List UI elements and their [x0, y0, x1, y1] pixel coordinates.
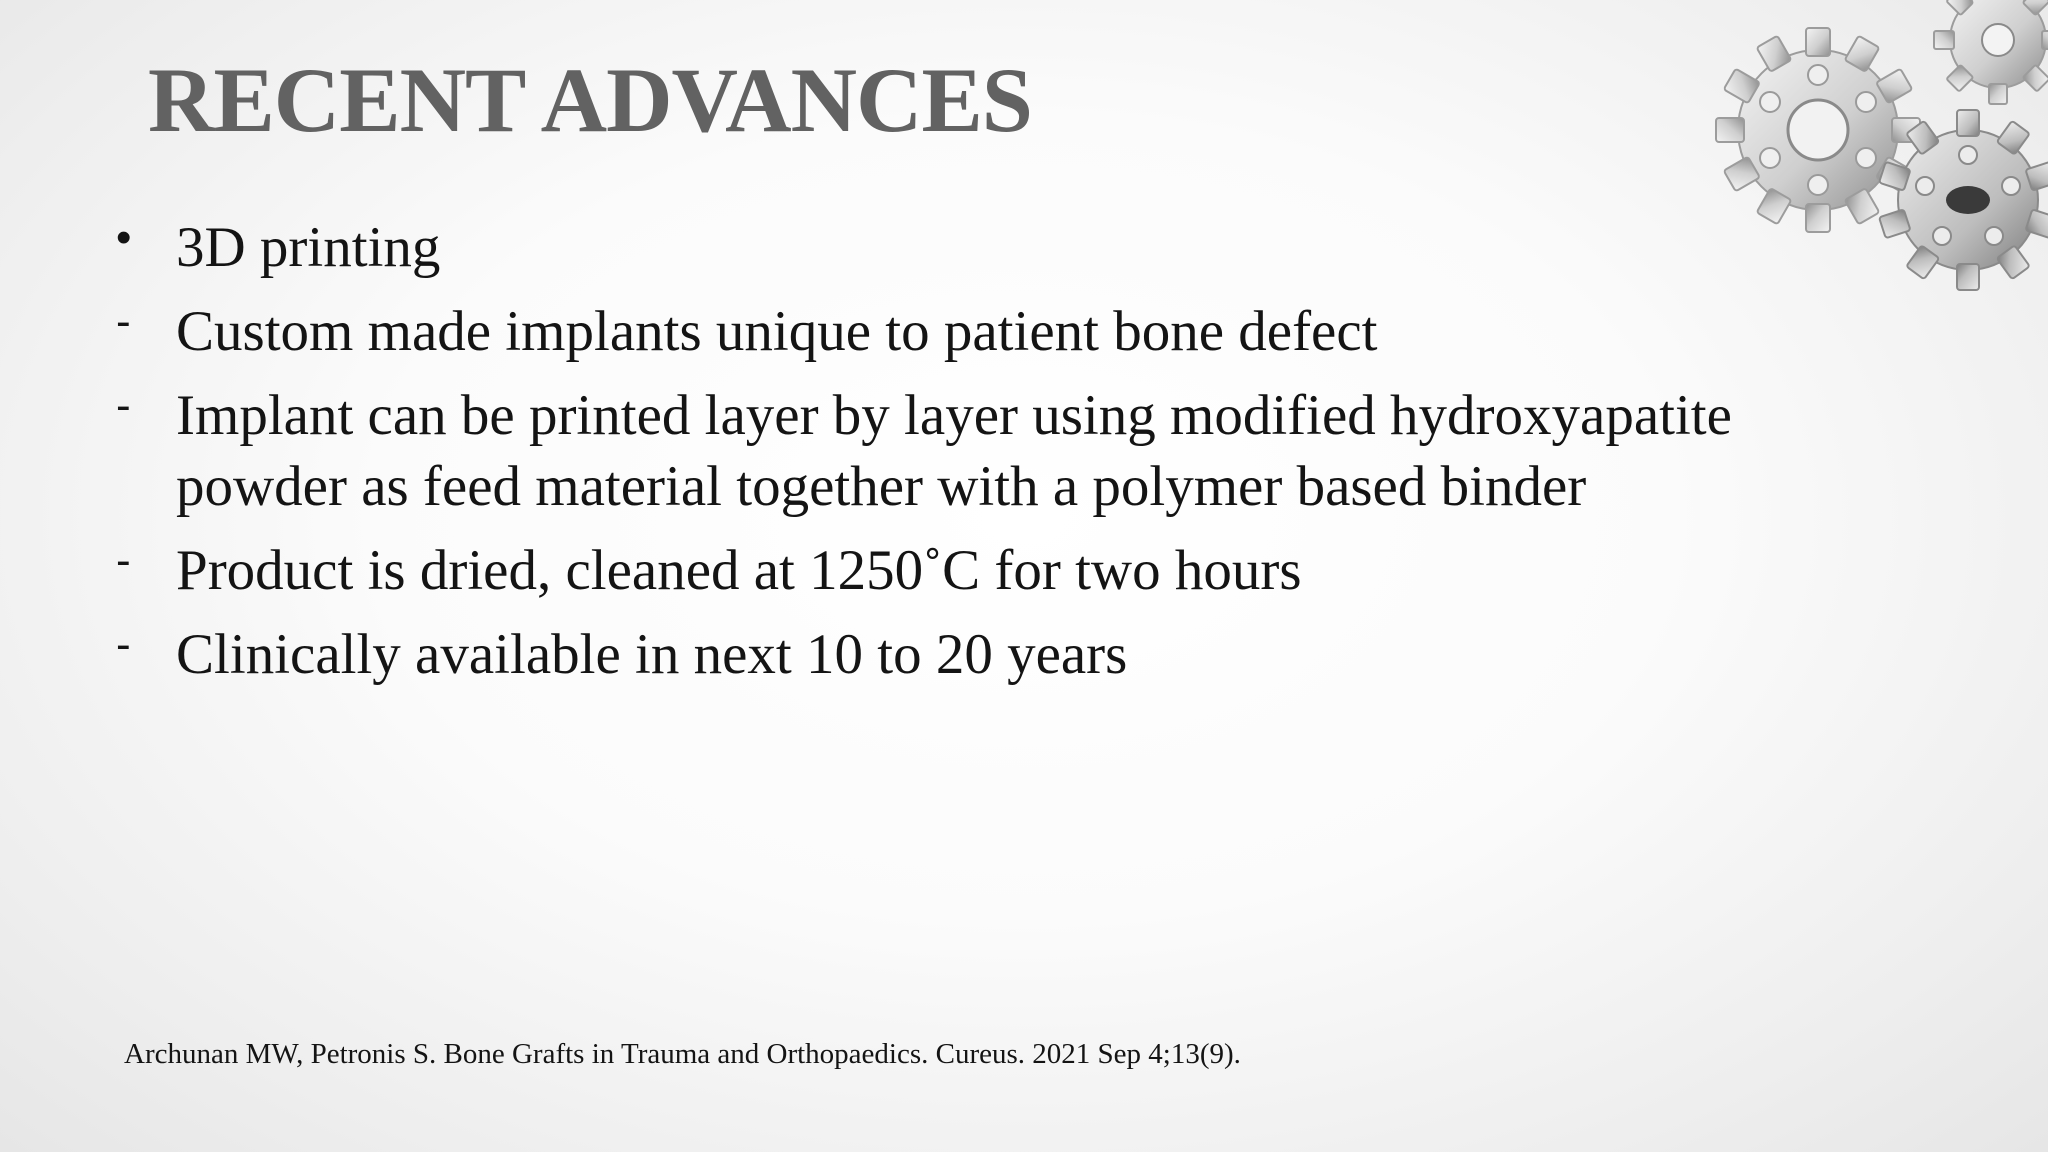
bullet-text: Custom made implants unique to patient bone defect — [176, 300, 1378, 363]
slide-title: RECENT ADVANCES — [148, 49, 1032, 151]
dash-marker: - — [116, 536, 131, 585]
list-item — [108, 380, 1888, 522]
bullet-text: Clinically available in next 10 to 20 years — [176, 623, 1128, 686]
bullet-list — [108, 212, 1888, 703]
dash-marker: - — [116, 620, 131, 669]
reference-citation: Archunan MW, Petronis S. Bone Grafts in Trauma and Orthopaedics. Cureus. 2021 Sep 4;13(9). — [124, 1038, 1241, 1070]
list-item — [108, 296, 1888, 367]
list-item — [108, 212, 1888, 283]
bullet-marker: • — [116, 213, 132, 262]
bullet-text: Product is dried, cleaned at 1250˚C for two hours — [176, 539, 1302, 602]
bullet-text: Implant can be printed layer by layer using modified hydroxyapatite powder as feed material together with a polymer based binder — [176, 384, 1732, 518]
list-item — [108, 619, 1888, 690]
list-item — [108, 535, 1888, 606]
dash-marker: - — [116, 297, 131, 346]
dash-marker: - — [116, 381, 131, 430]
bullet-text: 3D printing — [176, 216, 441, 279]
